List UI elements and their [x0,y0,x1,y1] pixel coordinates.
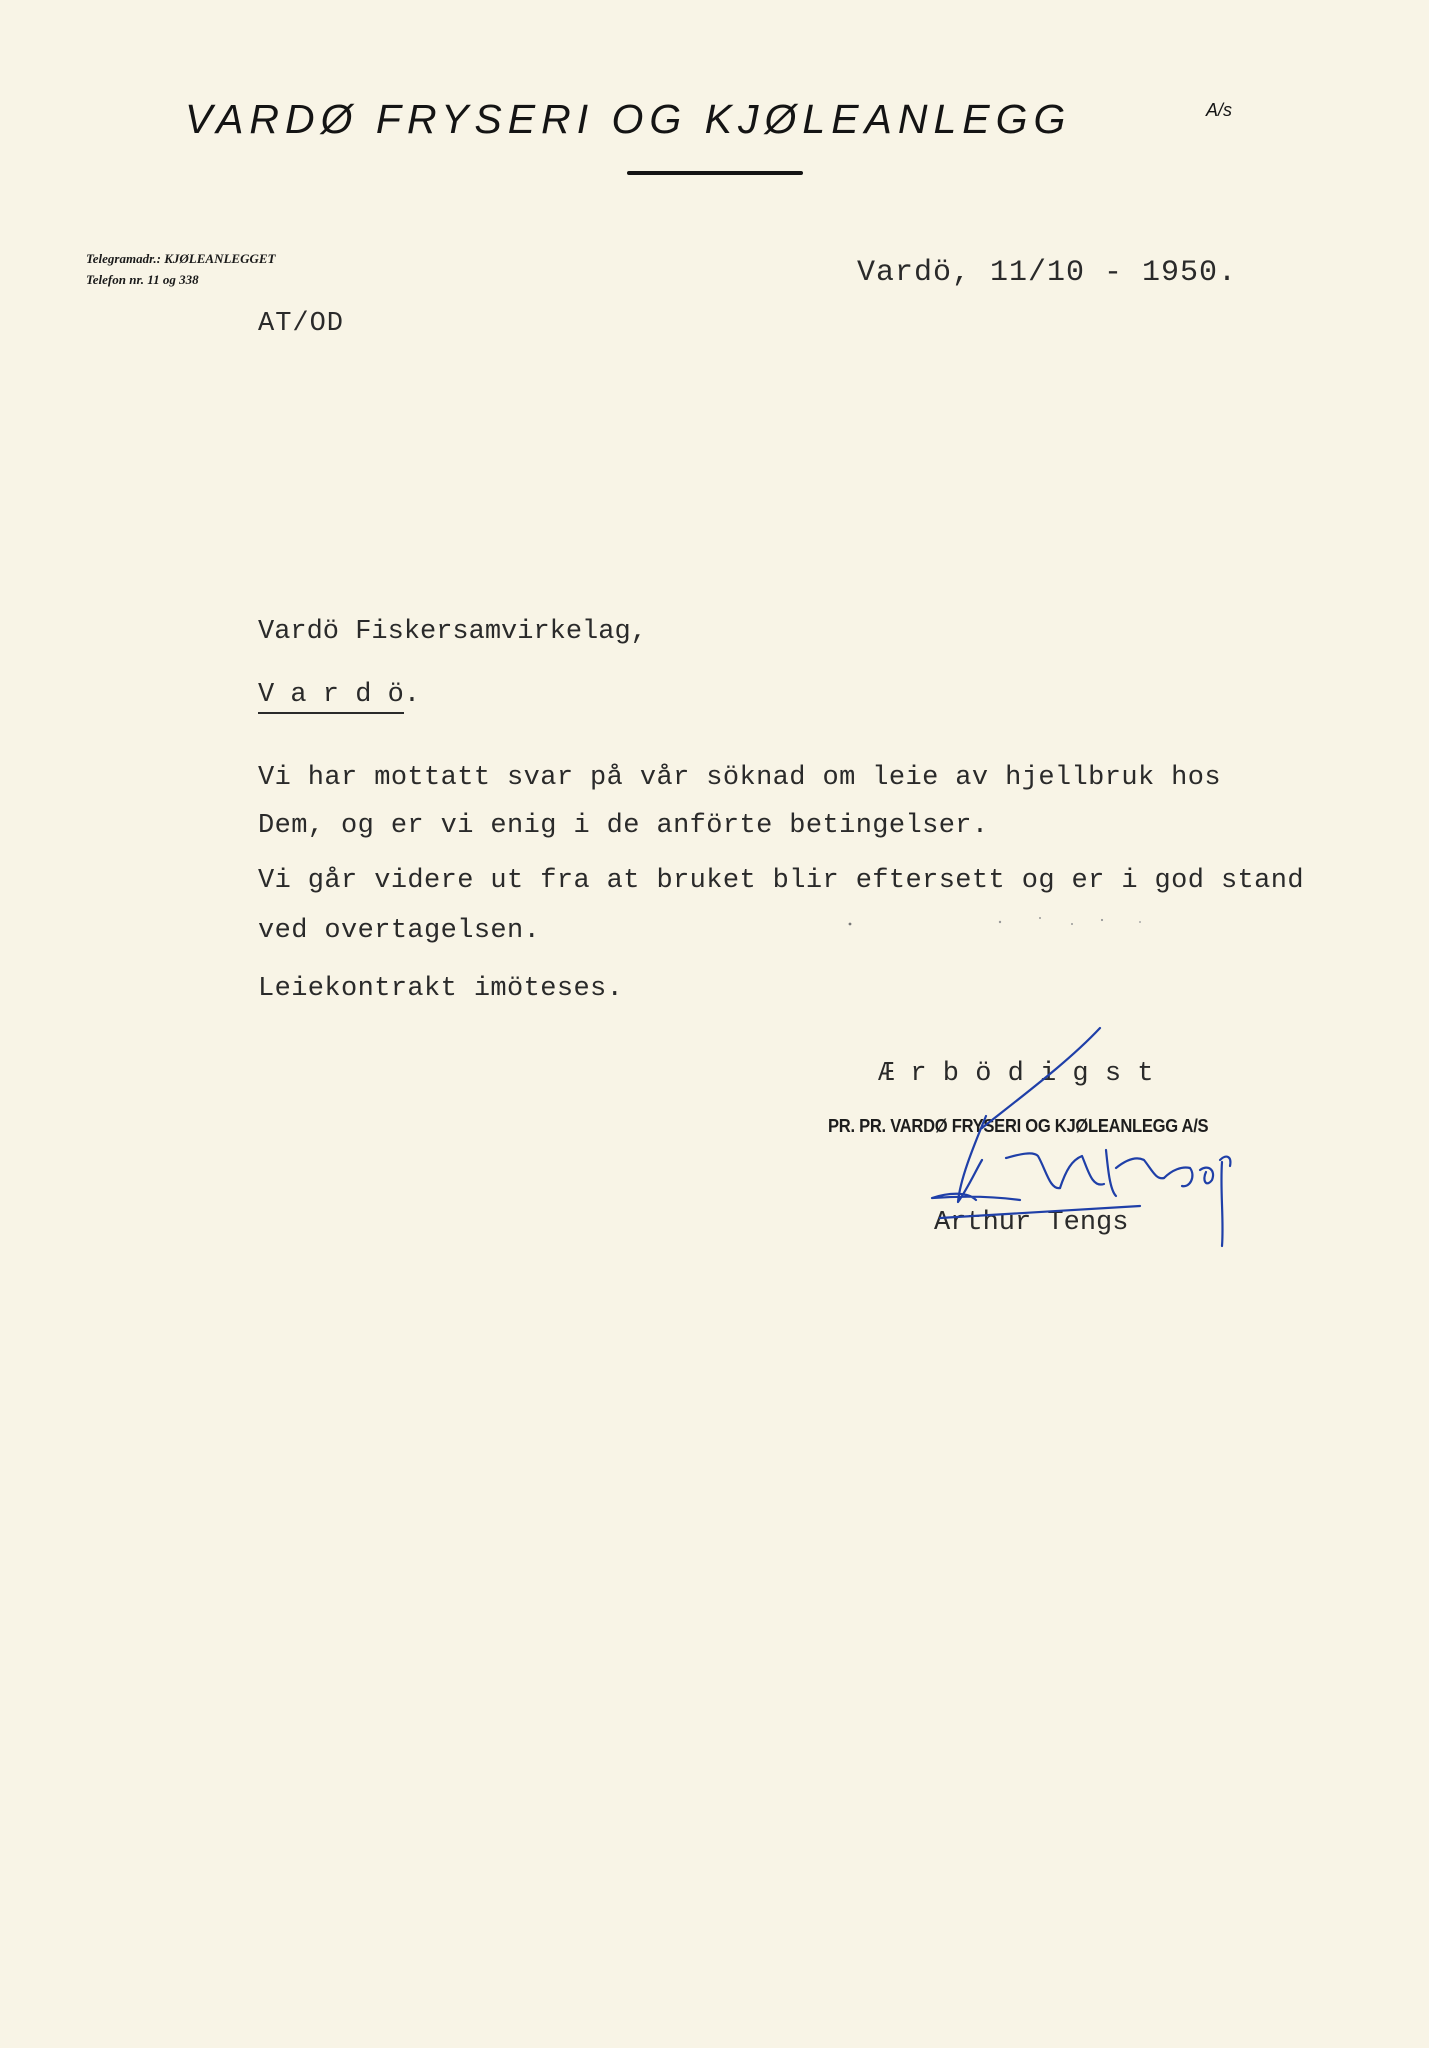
telegram-address: Telegramadr.: KJØLEANLEGGET [86,251,276,266]
letterhead-company-name: VARDØ FRYSERI OG KJØLEANLEGG [185,96,1072,142]
signer-name: Arthur Tengs [934,1208,1129,1238]
recipient-city [258,680,420,710]
body-line: ved overtagelsen. [258,916,541,946]
recipient-city-underlined: V a r d ö [258,680,404,714]
closing-salutation: Æ r b ö d i g s t [878,1059,1154,1089]
telephone-number: Telefon nr. 11 og 338 [86,272,199,287]
body-line: Vi går videre ut fra at bruket blir eftersett og er i god stand [258,866,1304,896]
body-line: Leiekontrakt imöteses. [258,974,624,1004]
recipient-city-period: . [403,680,421,710]
body-line: Vi har mottatt svar på vår söknad om leie av hjellbruk hos [258,763,1221,793]
letterhead-rule [627,171,803,175]
paper-specks [840,912,1170,932]
reference-initials: AT/OD [258,309,345,339]
company-signature-stamp: PR. PR. VARDØ FRYSERI OG KJØLEANLEGG A/S [828,1116,1209,1136]
letterhead-company-suffix: A/s [1206,100,1233,120]
handwritten-signature [920,1020,1260,1250]
body-line: Dem, og er vi enig i de anförte betingelser. [258,811,989,841]
date-line: Vardö, 11/10 - 1950. [857,256,1238,290]
recipient-name: Vardö Fiskersamvirkelag, [258,617,647,647]
